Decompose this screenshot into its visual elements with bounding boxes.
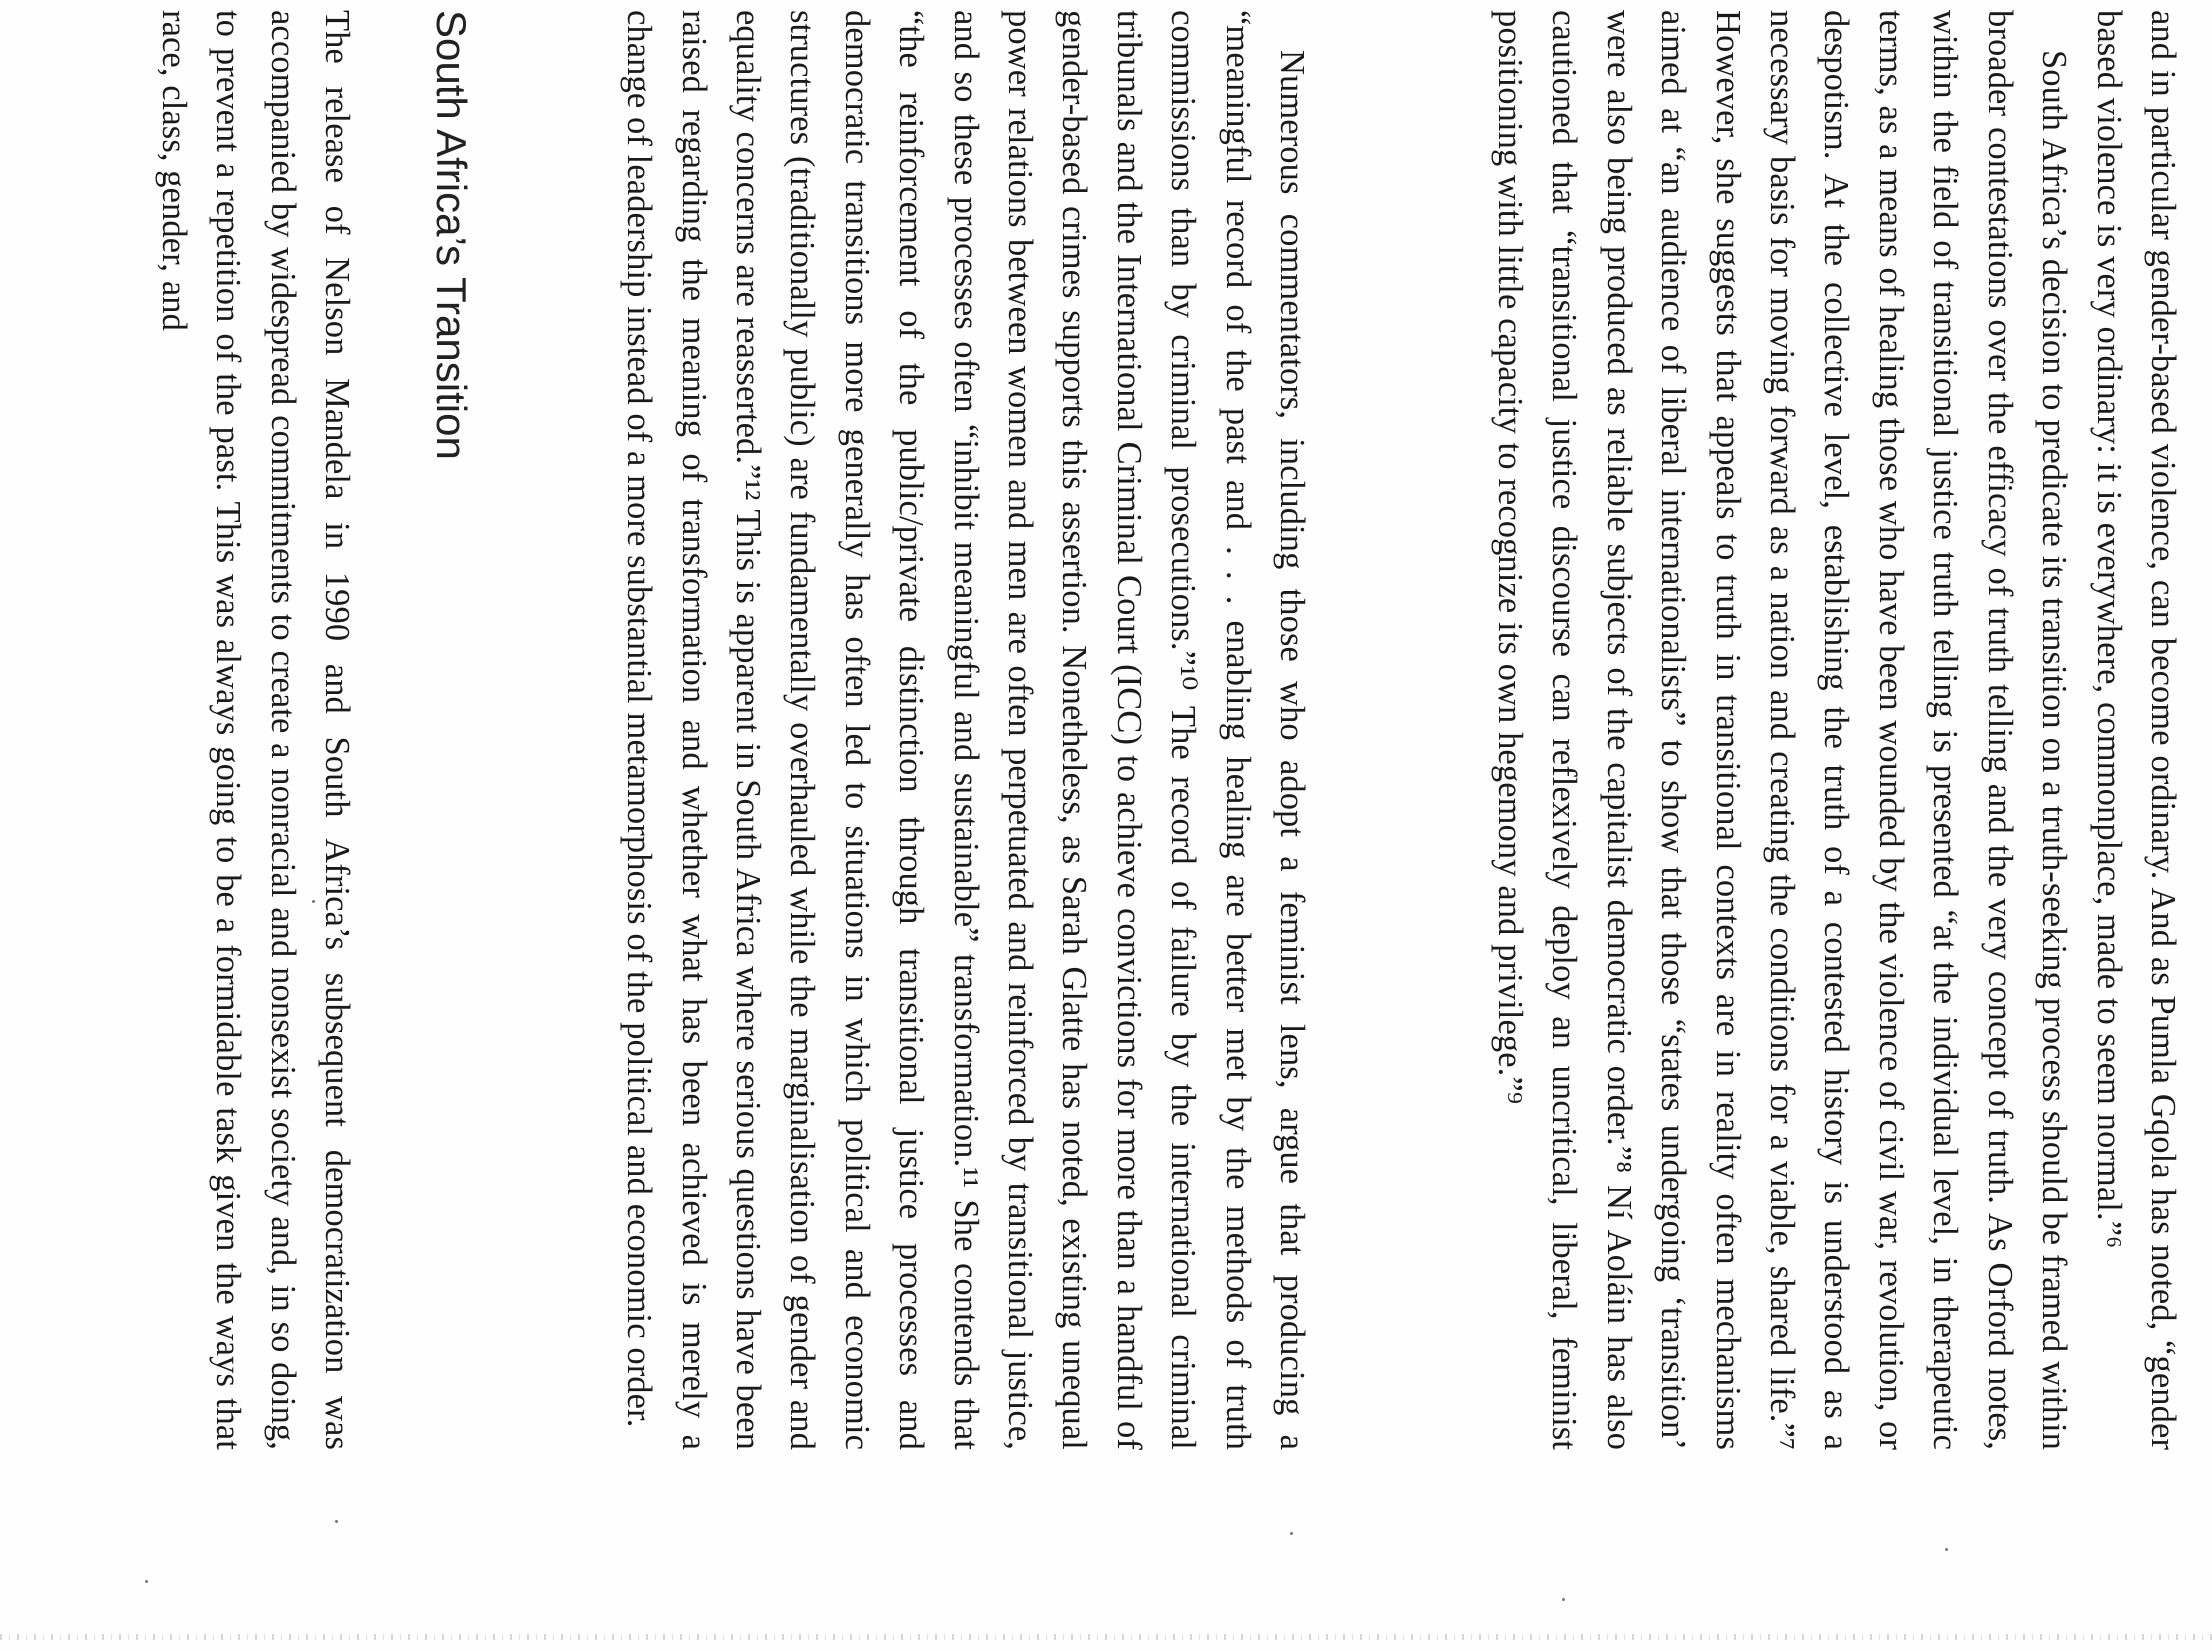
scan-speck xyxy=(1290,1532,1293,1535)
paragraph-feminist-commentators: Numerous commentators, including those who adopt a feminist lens, argue that producing a “meaningful record of the past and . . . enabling healing are better met by the methods of truth commissions than by criminal prosecutions.”¹⁰ The record of failure by the international criminal tribunals and the International Criminal Court (ICC) to achieve convictions for more than a handful of gender-based crimes supports this assertion. Nonetheless, as Sarah Glatte has noted, existing unequal power relations between women and men are often perpetuated and reinforced by transitional justice, and so these processes often “inhibit meaningful and sustainable” transformation.¹¹ She contends that “the reinforcement of the public/private distinction through transitional justice processes and democratic transitions more generally has often led to situations in which political and economic structures (traditionally public) are fundamentally overhauled while the marginalisation of gender and equality concerns are reasserted.”¹² This is apparent in South Africa where serious questions have been raised regarding the meaning of transformation and whether what has been achieved is merely a change of leadership instead of a more substantial metamorphosis of the political and economic order. xyxy=(620,10,1311,1450)
scan-speck xyxy=(1945,1548,1948,1551)
scan-speck xyxy=(312,900,315,903)
rotated-text-block xyxy=(154,0,2190,1492)
scan-speck xyxy=(335,1520,338,1523)
section-heading: South Africa’s Transition xyxy=(428,10,475,460)
scanner-edge-noise xyxy=(0,1634,2212,1640)
paragraph-truth-seeking-process: South Africa’s decision to predicate its transition on a truth-seeking process should be framed within broader contestations over the efficacy of truth telling and the very concept of truth. As Orford notes, within the field of transitional justice truth telling is presented “at the individual level, in therapeutic terms, as a means of healing those who have been wounded by the violence of civil war, revolution, or despotism. At the collective level, establishing the truth of a contested history is understood as a necessary basis for moving forward as a nation and creating the conditions for a viable, shared life.”⁷ However, she suggests that appeals to truth in transitional contexts are in reality often mechanisms aimed at “an audience of liberal internationalists” to show that those “states undergoing ‘transition’ were also being produced as reliable subjects of the capitalist democratic order.”⁸ Ní Aoláin has also cautioned that “transitional justice discourse can reflexively deploy an uncritical, liberal, feminist positioning with little capacity to recognize its own hegemony and privilege.”⁹ xyxy=(1490,10,2073,1450)
scan-speck xyxy=(145,1580,148,1583)
paragraph-gender-violence-ordinary: and in particular gender-based violence, can become ordinary. And as Pumla Gqola has noted, “gender based violence is very ordinary: it is everywhere, commonplace, made to seem normal.”⁶ xyxy=(2089,10,2182,1450)
scan-speck xyxy=(1562,1598,1565,1601)
paragraph-mandela-release: The release of Nelson Mandela in 1990 and South Africa’s subsequent democratization was accompanied by widespread commitments to create a nonracial and nonsexist society and, in so doing, to prevent a repetition of the past. This was always going to be a formidable task given the ways that race, class, gender, and xyxy=(154,10,356,1450)
